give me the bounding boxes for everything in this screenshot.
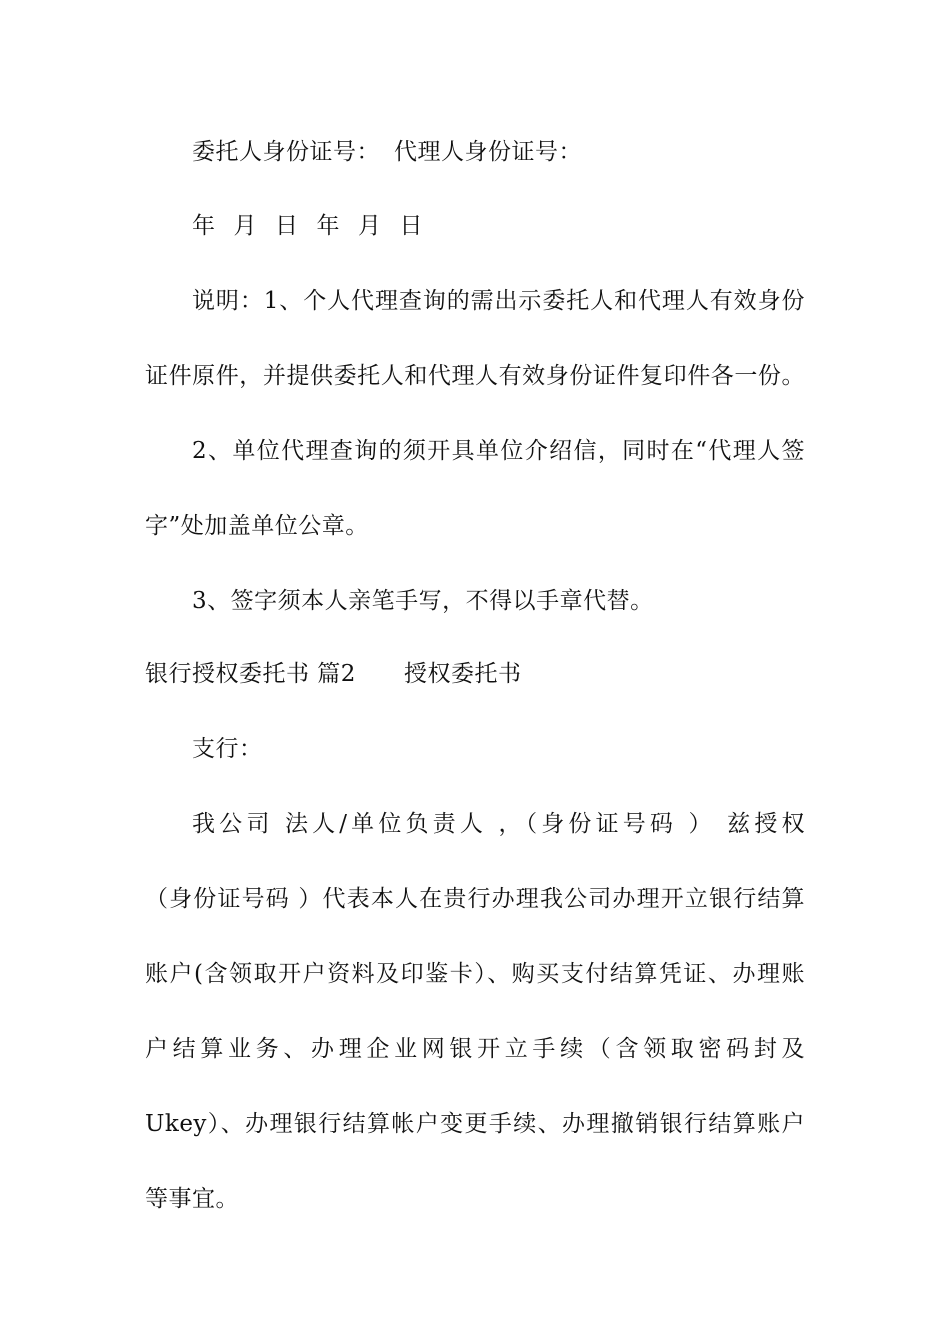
body-line-3: 账户(含领取开户资料及印鉴卡）、购买支付结算凭证、办理账 — [145, 961, 805, 987]
body-line-2: （身份证号码 ）代表本人在贵行办理我公司办理开立银行结算 — [145, 886, 805, 912]
principal-id-label: 委托人身份证号： — [192, 139, 380, 165]
date-year-2: 年 — [316, 213, 340, 239]
note-1-line-2: 证件原件，并提供委托人和代理人有效身份证件复印件各一份。 — [145, 363, 805, 389]
body-line-1: 我公司 法人/单位负责人 ，（身份证号码 ） 兹授权 — [192, 811, 805, 837]
note-3: 3、签字须本人亲笔手写，不得以手章代替。 — [192, 588, 654, 614]
document-title: 授权委托书 — [403, 661, 522, 687]
note-2-line-2: 字”处加盖单位公章。 — [145, 513, 369, 539]
body-line-5: Ukey）、办理银行结算帐户变更手续、办理撤销银行结算账户 — [145, 1111, 805, 1137]
agent-id-label: 代理人身份证号： — [394, 139, 582, 165]
section-heading: 银行授权委托书 篇2 — [145, 661, 356, 687]
note-2-line-1: 2、单位代理查询的须开具单位介绍信，同时在“代理人签 — [192, 438, 805, 464]
date-day-1: 日 — [275, 213, 299, 239]
salutation: 支行： — [192, 736, 263, 762]
section-2-heading — [145, 659, 805, 689]
note-1-line-1: 说明：1、个人代理查询的需出示委托人和代理人有效身份 — [192, 288, 805, 314]
body-line-4: 户结算业务、办理企业网银开立手续（含领取密码封及 — [145, 1036, 805, 1062]
body-line-6: 等事宜。 — [145, 1186, 239, 1212]
date-line — [192, 211, 805, 241]
date-day-2: 日 — [399, 213, 423, 239]
signature-id-line — [192, 137, 805, 167]
date-year-1: 年 — [192, 213, 216, 239]
date-month-2: 月 — [358, 213, 382, 239]
date-month-1: 月 — [233, 213, 257, 239]
